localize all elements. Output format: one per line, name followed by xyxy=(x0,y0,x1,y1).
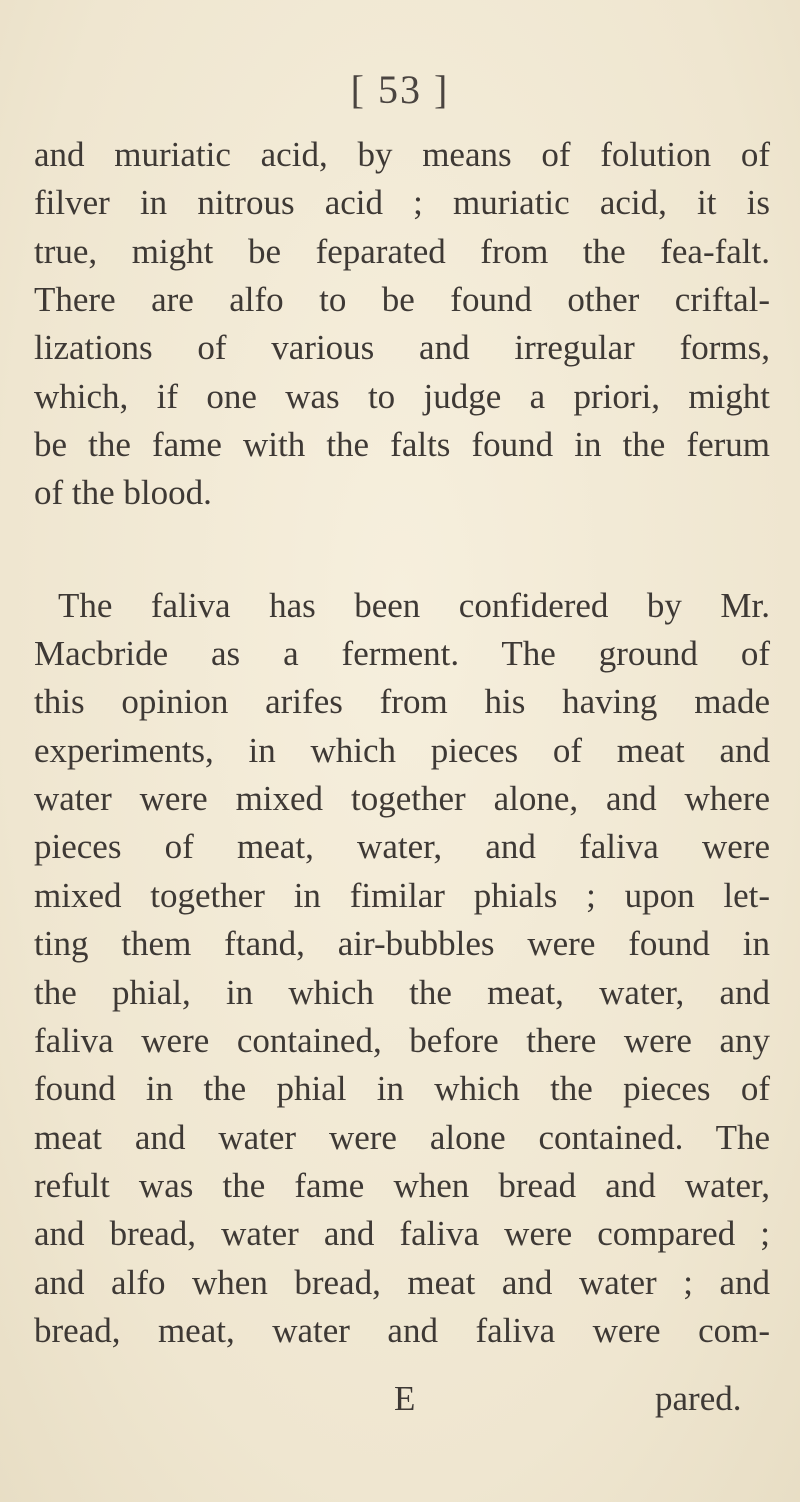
text-line: and bread, water and faliva were compared ; xyxy=(34,1214,770,1254)
signature-mark: E xyxy=(394,1379,416,1418)
text-line: bread, meat, water and faliva were com- xyxy=(34,1310,770,1350)
paragraph-gap xyxy=(34,518,770,582)
text-line: and alfo when bread, meat and water ; and xyxy=(34,1262,770,1302)
text-line: found in the phial in which the pieces of xyxy=(34,1069,770,1109)
text-line: filver in nitrous acid ; muriatic acid, it is xyxy=(34,183,770,223)
text-line: pieces of meat, water, and faliva were xyxy=(34,827,770,867)
text-line: There are alfo to be found other criftal- xyxy=(34,280,770,320)
text-line: refult was the fame when bread and water, xyxy=(34,1165,770,1205)
text-line: Macbride as a ferment. The ground of xyxy=(34,634,770,674)
text-line: be the fame with the falts found in the ferum xyxy=(34,425,770,465)
paragraph xyxy=(34,131,770,518)
page-number: [ 53 ] xyxy=(350,67,450,112)
text-line: this opinion arifes from his having made xyxy=(34,682,770,722)
text-line: The faliva has been confidered by Mr. xyxy=(58,585,770,625)
text-line: ting them ftand, air-bubbles were found in xyxy=(34,924,770,964)
text-line: experiments, in which pieces of meat and xyxy=(34,730,770,770)
text-line: water were mixed together alone, and where xyxy=(34,779,770,819)
page-footer xyxy=(0,1375,800,1423)
text-line: meat and water were alone contained. The xyxy=(34,1117,770,1157)
text-line: true, might be feparated from the fea-falt. xyxy=(34,231,770,271)
text-line: mixed together in fimilar phials ; upon let- xyxy=(34,875,770,915)
text-line: which, if one was to judge a priori, might xyxy=(34,376,770,416)
text-line: faliva were contained, before there were any xyxy=(34,1020,770,1060)
text-line: the phial, in which the meat, water, and xyxy=(34,972,770,1012)
paragraph xyxy=(34,582,770,1356)
text-line: and muriatic acid, by means of folution of xyxy=(34,135,770,174)
text-line: of the blood. xyxy=(34,473,212,513)
catchword: pared. xyxy=(655,1379,742,1418)
text-line: lizations of various and irregular forms, xyxy=(34,328,770,368)
body-text xyxy=(34,131,770,1355)
